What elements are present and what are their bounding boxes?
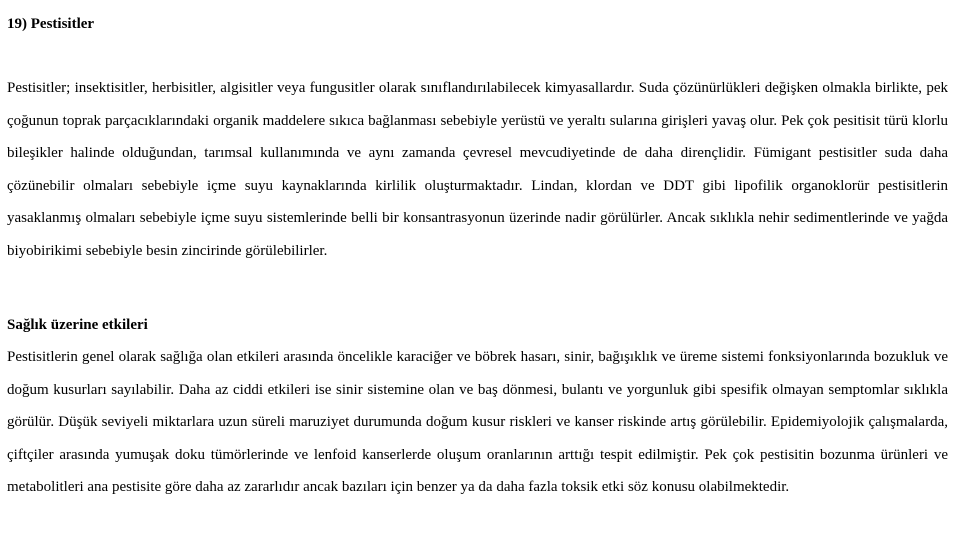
- intro-paragraph: Pestisitler; insektisitler, herbisitler, algisitler veya fungusitler olarak sınıflandırılabilecek kimyasallardır. Suda çözünürlükleri değişken olmakla birlikte, pek çoğunun toprak parçacıklarındaki organik maddelere sıkıca bağlanması sebebiyle yerüstü ve yeraltı sularına girişleri yavaş olur. Pek çok pesitisit türü klorlu bileşikler halinde olduğundan, tarımsal kullanımında ve aynı zamanda çevresel mevcudiyetinde de daha dirençlidir. Fümigant pestisitler suda daha çözünebilir olmaları sebebiyle içme suyu kaynaklarında kirlilik oluşturmaktadır. Lindan, klordan ve DDT gibi lipofilik organoklorür pestisitlerin yasaklanmış olmaları sebebiyle içme suyu sistemlerinde belli bir konsantrasyonun üzerinde nadir görülürler. Ancak sıklıkla nehir sedimentlerinde ve yağda biyobirikimi sebebiyle besin zincirinde görülebilirler.: [7, 80, 948, 259]
- health-effects-paragraph: Pestisitlerin genel olarak sağlığa olan etkileri arasında öncelikle karaciğer ve böbrek hasarı, sinir, bağışıklık ve üreme sistemi fonksiyonlarında bozukluk ve doğum kusurları sayılabilir. Daha az ciddi etkileri ise sinir sistemine olan ve baş dönmesi, bulantı ve yorgunluk gibi spesifik olmayan semptomlar sıklıkla görülür. Düşük seviyeli miktarlara uzun süreli maruziyet durumunda doğum kusur riskleri ve kanser riskinde artış görülebilir. Epidemiyolojik çalışmalarda, çiftçiler arasında yumuşak doku tümörlerinde ve lenfoid kanserlerde oluşum oranlarının arttığı tespit edilmiştir. Pek çok pestisitin bozunma ürünleri ve metabolitleri ana pestisite göre daha az zararlıdır ancak bazıları için benzer ya da daha fazla toksik etki söz konusu olabilmektedir.: [7, 349, 948, 496]
- document-title: 19) Pestisitler: [7, 16, 95, 32]
- section-heading-health-effects: Sağlık üzerine etkileri: [7, 317, 148, 333]
